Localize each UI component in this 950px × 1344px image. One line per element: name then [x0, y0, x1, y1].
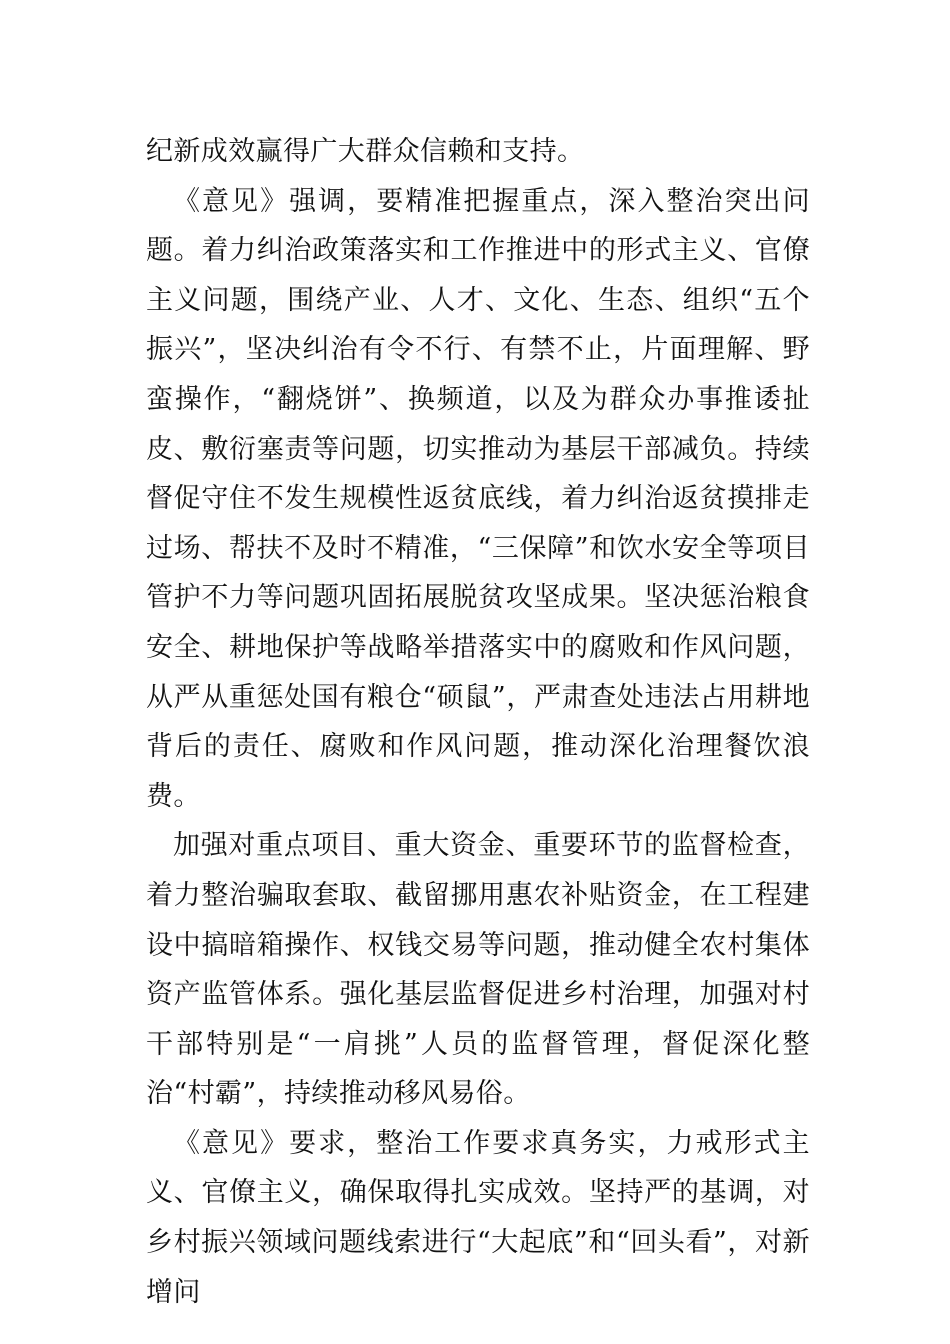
paragraph-supervision: 加强对重点项目、重大资金、重要环节的监督检查，着力整治骗取套取、截留挪用惠农补贴资金，在工程建设中搞暗箱操作、权钱交易等问题，推动健全农村集体资产监管体系。强化基层监督促进乡村治理，加强对村干部特别是“一肩挑”人员的监督管理，督促深化整治“村霸”，持续推动移风易俗。	[146, 830, 810, 1110]
paragraph-opinion-emphasis: 《意见》强调，要精准把握重点，深入整治突出问题。着力纠治政策落实和工作推进中的形式主义、官僚主义问题，围绕产业、人才、文化、生态、组织“五个振兴”，坚决纠治有令不行、有禁不止，片面理解、野蛮操作，“翻烧饼”、换频道，以及为群众办事推诿扯皮、敷衍塞责等问题，切实推动为基层干部减负。持续督促守住不发生规模性返贫底线，着力纠治返贫摸排走过场、帮扶不及时不精准，“三保障”和饮水安全等项目管护不力等问题巩固拓展脱贫攻坚成果。坚决惩治粮食安全、耕地保护等战略举措落实中的腐败和作风问题，从严从重惩处国有粮仓“硕鼠”，严肃查处违法占用耕地背后的责任、腐败和作风问题，推动深化治理餐饮浪费。	[146, 185, 810, 812]
document-body	[146, 127, 810, 1317]
paragraph-opinion-requirement: 《意见》要求，整治工作要求真务实，力戒形式主义、官僚主义，确保取得扎实成效。坚持严的基调，对乡村振兴领域问题线索进行“大起底”和“回头看”，对新增问	[146, 1127, 810, 1308]
paragraph-continuation: 纪新成效赢得广大群众信赖和支持。	[146, 136, 585, 167]
